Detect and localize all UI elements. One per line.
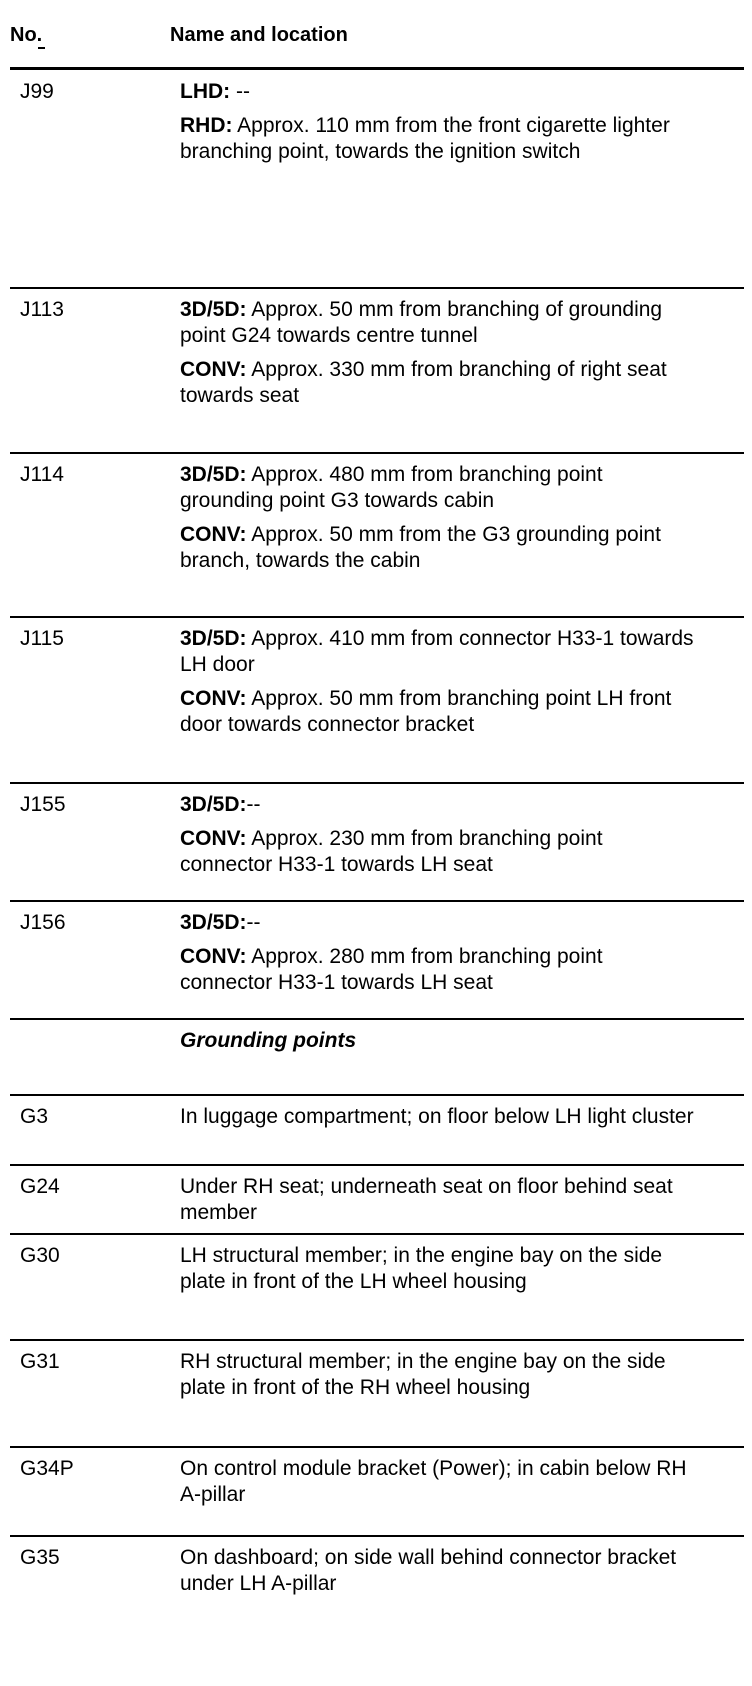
- row-number: G30: [20, 1244, 60, 1267]
- row-divider: [10, 1535, 744, 1537]
- description-paragraph: [180, 462, 700, 514]
- description-paragraph: [180, 910, 700, 936]
- row-divider: [10, 616, 744, 618]
- row-number: G35: [20, 1546, 60, 1569]
- row-description: [180, 1174, 700, 1234]
- location-text: --: [246, 911, 261, 934]
- description-paragraph: [180, 686, 700, 738]
- location-text: Approx. 280 mm from branching point connector H33-1 towards LH seat: [180, 945, 603, 994]
- description-paragraph: [180, 1243, 700, 1295]
- row-description: [180, 910, 700, 1004]
- description-paragraph: [180, 522, 700, 574]
- row-description: [180, 626, 700, 746]
- location-text: On control module bracket (Power); in cabin below RH A-pillar: [180, 1457, 687, 1506]
- row-number: J114: [20, 463, 64, 486]
- location-text: LH structural member; in the engine bay on the side plate in front of the LH wheel housing: [180, 1244, 663, 1293]
- variant-label: CONV:: [180, 945, 247, 968]
- location-text: RH structural member; in the engine bay on the side plate in front of the RH wheel housing: [180, 1350, 666, 1399]
- location-text: Approx. 50 mm from the G3 grounding point branch, towards the cabin: [180, 523, 661, 572]
- row-divider: [10, 1446, 744, 1448]
- row-number: J115: [20, 627, 64, 650]
- description-paragraph: [180, 626, 700, 678]
- location-text: Approx. 50 mm from branching point LH front door towards connector bracket: [180, 687, 672, 736]
- row-divider: [10, 67, 744, 70]
- location-text: --: [246, 793, 261, 816]
- description-paragraph: [180, 792, 700, 818]
- description-paragraph: [180, 297, 700, 349]
- location-text: Approx. 480 mm from branching point grounding point G3 towards cabin: [180, 463, 603, 512]
- row-divider: [10, 1233, 744, 1235]
- row-number: G3: [20, 1105, 49, 1128]
- row-number: G24: [20, 1175, 60, 1198]
- variant-label: RHD:: [180, 114, 233, 137]
- row-number: J155: [20, 793, 66, 816]
- variant-label: 3D/5D:: [180, 793, 247, 816]
- row-description: [180, 79, 700, 173]
- description-paragraph: [180, 944, 700, 996]
- variant-label: CONV:: [180, 827, 247, 850]
- description-paragraph: [180, 1104, 700, 1130]
- header-no: No.: [10, 24, 43, 46]
- variant-label: 3D/5D:: [180, 911, 247, 934]
- row-divider: [10, 452, 744, 454]
- variant-label: 3D/5D:: [180, 463, 247, 486]
- row-description: [180, 1545, 700, 1605]
- description-paragraph: [180, 826, 700, 878]
- row-description: [180, 1104, 700, 1138]
- row-description: [180, 792, 700, 886]
- row-number: J113: [20, 298, 64, 321]
- row-description: [180, 1243, 700, 1303]
- location-text: Approx. 410 mm from connector H33-1 towards LH door: [180, 627, 694, 676]
- description-paragraph: [180, 1545, 700, 1597]
- variant-label: CONV:: [180, 687, 247, 710]
- variant-label: 3D/5D:: [180, 627, 247, 650]
- row-description: [180, 462, 700, 582]
- row-divider: [10, 1164, 744, 1166]
- variant-label: 3D/5D:: [180, 298, 247, 321]
- location-text: Approx. 50 mm from branching of grounding point G24 towards centre tunnel: [180, 298, 663, 347]
- row-number: G34P: [20, 1457, 74, 1480]
- location-text: --: [230, 80, 250, 103]
- row-number: G31: [20, 1350, 60, 1373]
- row-divider: [10, 1094, 744, 1096]
- location-text: Approx. 230 mm from branching point connector H33-1 towards LH seat: [180, 827, 603, 876]
- variant-label: CONV:: [180, 358, 247, 381]
- row-number: J156: [20, 911, 66, 934]
- location-text: Under RH seat; underneath seat on floor behind seat member: [180, 1175, 673, 1224]
- row-divider: [10, 900, 744, 902]
- location-text: Approx. 110 mm from the front cigarette lighter branching point, towards the ignition switch: [180, 114, 670, 163]
- description-paragraph: [180, 1174, 700, 1226]
- description-paragraph: [180, 1349, 700, 1401]
- location-text: In luggage compartment; on floor below LH light cluster: [180, 1105, 694, 1128]
- row-description: [180, 1456, 700, 1516]
- row-divider: [10, 782, 744, 784]
- row-number: J99: [20, 80, 54, 103]
- description-paragraph: [180, 113, 700, 165]
- location-text: On dashboard; on side wall behind connector bracket under LH A-pillar: [180, 1546, 677, 1595]
- row-description: [180, 1349, 700, 1409]
- header-tick: [38, 47, 45, 49]
- description-paragraph: [180, 79, 700, 105]
- row-divider: [10, 287, 744, 289]
- header-name: Name and location: [170, 24, 348, 46]
- row-description: [180, 297, 700, 417]
- row-divider: [10, 1018, 744, 1020]
- section-title: Grounding points: [180, 1029, 357, 1052]
- description-paragraph: [180, 1456, 700, 1508]
- table-header: [0, 0, 752, 70]
- row-divider: [10, 1339, 744, 1341]
- variant-label: CONV:: [180, 523, 247, 546]
- description-paragraph: [180, 357, 700, 409]
- variant-label: LHD:: [180, 80, 231, 103]
- location-text: Approx. 330 mm from branching of right seat towards seat: [180, 358, 667, 407]
